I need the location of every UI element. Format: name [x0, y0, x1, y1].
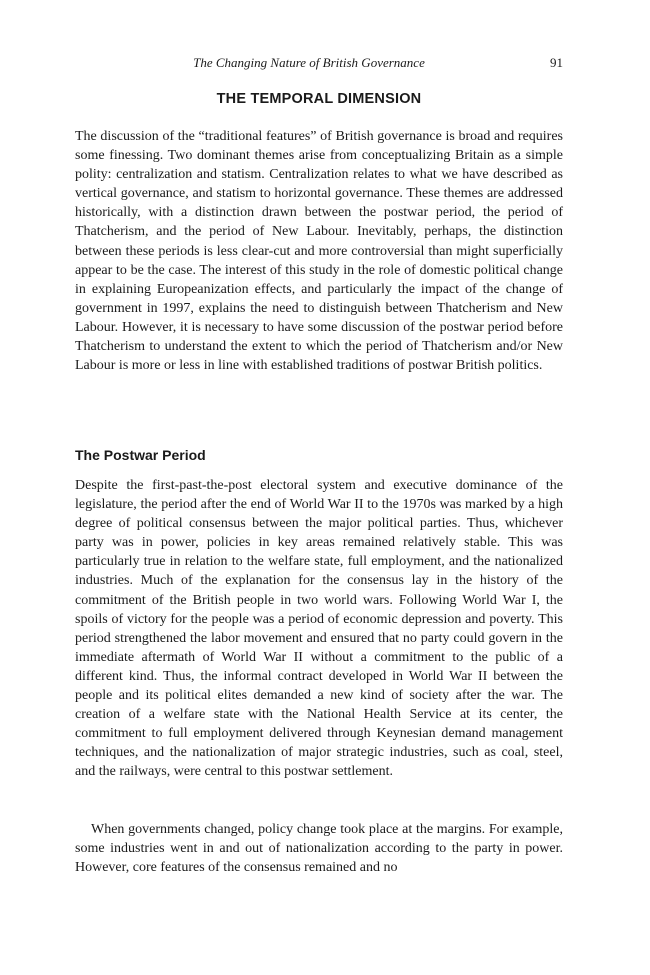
running-title: The Changing Nature of British Governance [193, 55, 425, 70]
intro-paragraph: The discussion of the “traditional features” of British governance is broad and requires some finessing. Two dominant themes arise from conceptualizing Britain as a simple polity: centralization and statism. Centralization relates to what we have described as vertical governance, and statism to horizontal governance. These themes are addressed historically, with a distinction drawn between the postwar period, the period of Thatcherism, and the period of New Labour. Inevitably, perhaps, the distinction between these periods is less clear-cut and more controversial than might superficially appear to be the case. The interest of this study in the role of domestic political change in explaining Europeanization effects, and particularly the impact of the change of government in 1997, explains the need to distinguish between Thatcherism and New Labour. However, it is necessary to have some discussion of the postwar period before Thatcherism to understand the extent to which the period of Thatcherism and/or New Labour is more or less in line with established traditions of postwar British politics. [75, 129, 563, 374]
postwar-paragraph-2: When governments changed, policy change took place at the margins. For example, some industries went in and out of nationalization according to the party in power. However, core features of the consensus remained and no [75, 822, 563, 876]
running-head [75, 55, 563, 75]
section-heading: THE TEMPORAL DIMENSION [216, 91, 422, 107]
postwar-paragraph-1: Despite the first-past-the-post electoral system and executive dominance of the legislature, the period after the end of World War II to the 1970s was marked by a high degree of political consensus between the major political parties. Thus, whichever party was in power, policies in key areas remained relatively stable. This was particularly true in relation to the welfare state, full employment, and the nationalized industries. Much of the explanation for the consensus lay in the history of the commitment of the British people in two world wars. Following World War I, the spoils of victory for the people was a period of economic depression and poverty. This period strengthened the labor movement and ensured that no party could govern in the immediate aftermath of World War II without a commitment to the public of a different kind. Thus, the informal contract developed in World War II between the people and its political elites demanded a new kind of society after the war. The creation of a welfare state with the National Health Service at its center, the commitment to full employment delivered through Keynesian demand management techniques, and the nationalization of major strategic industries, such as coal, steel, and the railways, were central to this postwar settlement. [75, 478, 563, 780]
subheading-postwar-period: The Postwar Period [75, 447, 206, 463]
page-number: 91 [550, 55, 563, 70]
